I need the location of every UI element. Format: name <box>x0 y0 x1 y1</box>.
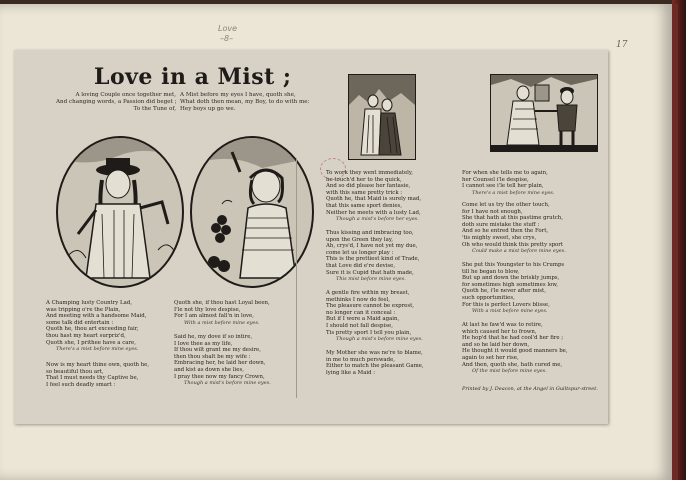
stanza-11 <box>462 262 608 315</box>
stanza-9 <box>462 170 608 196</box>
verse-line: For when she tells me to again, <box>462 170 548 176</box>
verse-line: I feel such deadly smart : <box>46 381 116 388</box>
folio-number: 17 <box>616 40 628 50</box>
broadside-sheet <box>14 50 608 424</box>
stanza-12 <box>462 322 608 375</box>
subtitle-right: A Mist before my eyes I have, quoth she, What doth then mean, my Boy, to do with me: Hey boys up go we. <box>180 92 310 112</box>
couple-embracing-woodcut-icon <box>348 74 416 160</box>
verse-line: And meeting with a handsome Maid, <box>46 313 147 320</box>
pencil-note: Love <box>218 24 238 33</box>
gentleman-woodcut-icon <box>56 136 184 288</box>
verse-line: To work they went immediately, <box>326 170 413 176</box>
verse-line: I should not fall despise, <box>326 322 393 329</box>
verse-line: That I must needs thy Captive be, <box>46 375 139 382</box>
verse-line: Quoth he, i'le never after mist, <box>462 288 546 295</box>
verse-line: with this same pretty trick : <box>326 189 403 196</box>
verse-line: Come let us try the other touch, <box>462 202 550 208</box>
stanza-4 <box>174 334 344 387</box>
verse-line: Thus kissing and imbracing too, <box>326 230 414 236</box>
verse-line: But up and down the briskly jumps, <box>462 275 560 282</box>
verse-line: Quoth she, I prithee have a care, <box>46 339 136 346</box>
stanza-3 <box>174 300 344 326</box>
verse-line: I love thee as my life, <box>174 340 233 347</box>
verse-line: For this is perfect Lovers blisse, <box>462 301 550 308</box>
subtitle-left: A loving Couple once together met, And changing words, a Passion did beget ; To the Tune of, <box>56 92 177 112</box>
verse-line: her Counsel i'le despise, <box>462 176 529 183</box>
verse-line: My Mother she was ne're to blame, <box>326 350 423 356</box>
verse-line: he touch'd her to the quick, <box>326 176 402 183</box>
verse-line: I pray thee now my fancy Crown, <box>174 373 265 380</box>
verse-line: in me to much perswade, <box>326 356 396 363</box>
verse-line: He thought it would good manners be, <box>462 348 568 355</box>
verse-line: methinks I now do feel, <box>326 296 390 303</box>
verse-line: thou hast my heart surpriz'd, <box>46 332 126 339</box>
refrain-line: There's a mist before mine eyes. <box>472 189 555 196</box>
refrain-line: Though a mist's before her eyes. <box>336 216 419 223</box>
verse-line: 'tis mighty sweet, she crys, <box>462 234 537 241</box>
verse-line: At last he faw'd was to retire, <box>462 322 543 328</box>
verse-line: lying like a Maid : <box>326 369 376 376</box>
verse-line: If thou wilt grant me my desire, <box>174 347 261 354</box>
album-page <box>0 4 678 480</box>
verse-line: Said he, my dove if so intire, <box>174 334 253 340</box>
printer-imprint: Printed by J. Deacon, at the Angel in Guiltspur-street. <box>462 386 598 392</box>
verse-line: which caused her to frown, <box>462 328 537 335</box>
verse-line: for sometimes high sometimes low, <box>462 281 558 288</box>
verse-line: And then, quoth she, hath cured me, <box>462 361 563 368</box>
verse-line: some talk did entertain : <box>46 319 114 326</box>
verse-line: Oh who would think this pretty sport <box>462 241 564 248</box>
verse-line: The pleasure cannot be exprest, <box>326 303 415 310</box>
verse-line: come let us longer play : <box>326 249 394 256</box>
verse-line: such opportunities, <box>462 294 515 301</box>
verse-line: Quoth he, thou art exceeding fair, <box>46 326 139 333</box>
refrain-line: With a mist before mine eyes. <box>472 308 548 315</box>
verse-line: A gentle fire within my breast, <box>326 290 410 296</box>
refrain-line: Could make a mist before mine eyes. <box>472 248 566 255</box>
verse-line: Quoth he, that Maid is surely mad, <box>326 196 422 203</box>
verse-line: She that hath at this pastime grutch, <box>462 215 563 222</box>
refrain-line: There's a mist before mine eyes. <box>56 346 139 353</box>
verse-line: Ah, crys'd, I have not yet my due, <box>326 243 418 250</box>
verse-line: Neither he meets with a lusty Lad, <box>326 209 421 216</box>
refrain-line: Of the mist before mine eyes. <box>472 368 547 375</box>
verse-line: But if I were a Maid again, <box>326 316 400 323</box>
refrain-line: Though a mist's before mine eyes. <box>336 336 423 343</box>
verse-line: no longer can it conceal : <box>326 309 396 316</box>
verse-line: She put this Youngster to his Crumps <box>462 262 565 268</box>
refrain-line: This mist before mine eyes. <box>336 276 406 283</box>
verse-line: doth sure mistake the stuff : <box>462 221 540 228</box>
verse-line: I'le not thy love despise, <box>174 306 241 313</box>
verse-line: then thou shalt be my wife : <box>174 353 251 360</box>
verse-line: Either to match the pleasant Game, <box>326 363 424 370</box>
stanza-10 <box>462 202 608 255</box>
refrain-line: Though a mist's before mine eyes. <box>184 380 271 387</box>
verse-line: Embracing her, he laid her down, <box>174 360 266 367</box>
couple-courting-woodcut-icon <box>490 74 598 152</box>
verse-line: that Love did e're devise, <box>326 262 396 269</box>
verse-line: This is the prettiest kind of Trade, <box>326 256 420 263</box>
verse-line: Quoth she, if thou hast Loyal been, <box>174 300 270 306</box>
verse-line: And so did please her fantasie, <box>326 183 411 190</box>
pencil-note-sub: –8– <box>220 34 234 43</box>
verse-line: till he began to blow, <box>462 268 520 275</box>
verse-line: for I have not enough, <box>462 208 523 215</box>
verse-line: A Champing lusty Country Lad, <box>46 300 133 306</box>
verse-line: so beautiful thou art, <box>46 368 104 375</box>
ballad-title: Love in a Mist ; <box>94 64 292 90</box>
verse-line: Tis pretty sport I tell you plain, <box>326 329 412 336</box>
verse-line: Now is my heart thine own, quoth he, <box>46 362 150 368</box>
verse-line: that this same sport denies, <box>326 202 402 209</box>
verse-line: Sure it is Cupid that hath made, <box>326 269 414 276</box>
verse-line: For I am almost fall'n in love, <box>174 313 254 320</box>
verse-line: I cannot see i'le tell her plain, <box>462 183 544 190</box>
verse-line: And so he entred then the Fort, <box>462 228 549 235</box>
verse-line: and kist as down she lies, <box>174 366 244 373</box>
verse-line: upon the Green they lay, <box>326 236 393 243</box>
verse-line: was tripping o're the Plain, <box>46 306 121 313</box>
verse-line: He hop'd that he had cool'd her fire ; <box>462 335 564 342</box>
verse-line: again to set her rise, <box>462 354 519 361</box>
refrain-line: With a mist before mine eyes. <box>184 319 260 326</box>
verse-line: and so he laid her down, <box>462 341 530 348</box>
